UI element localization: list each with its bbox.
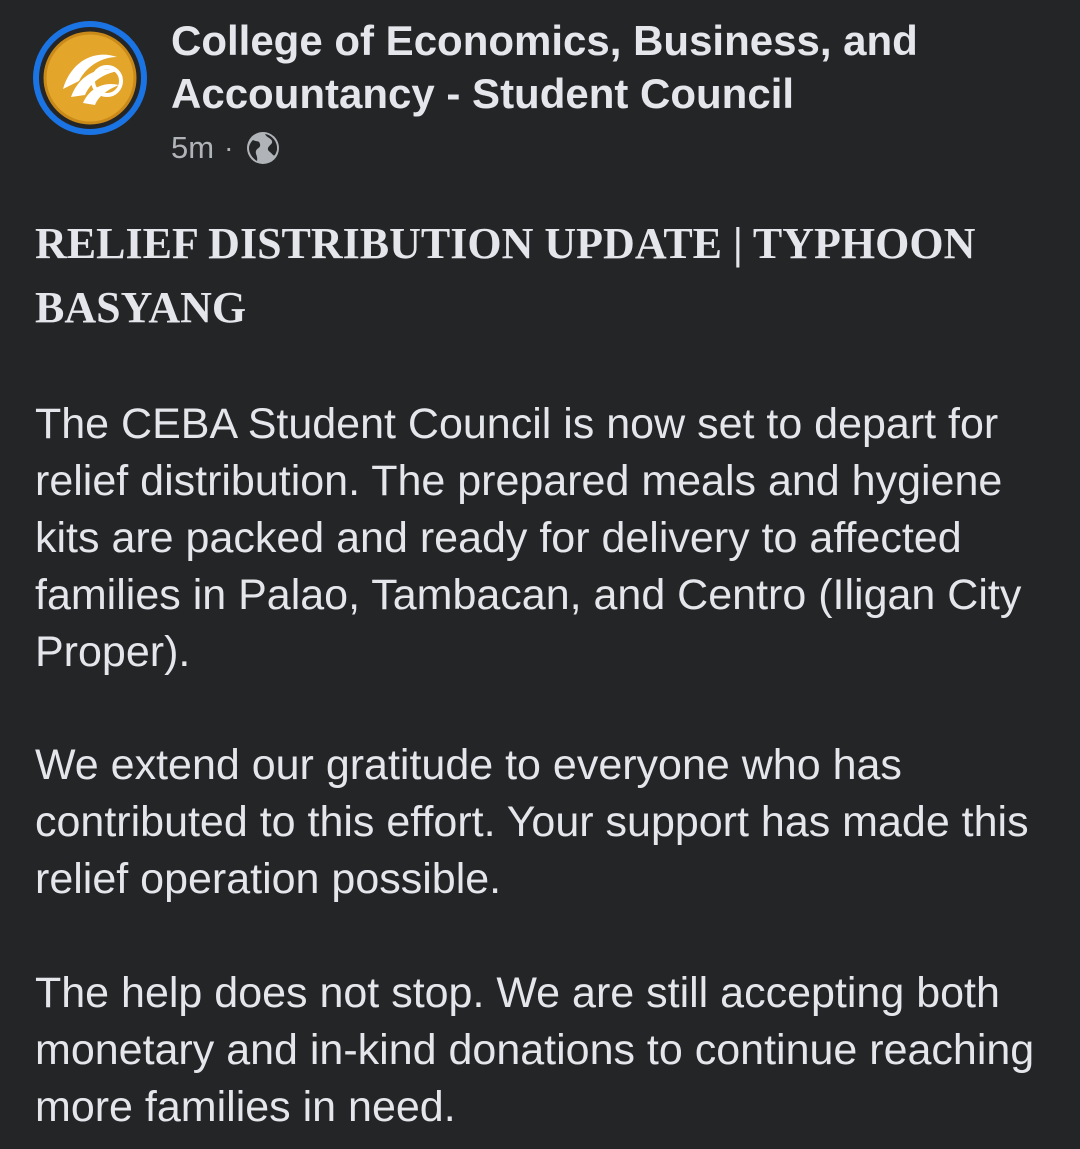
post-paragraph: We extend our gratitude to everyone who has contributed to this effort. Your support has made this relief operation possible.	[35, 741, 1029, 903]
globe-icon[interactable]	[245, 130, 281, 166]
post-timestamp[interactable]: 5m	[171, 130, 215, 165]
page-name[interactable]: College of Economics, Business, and Accountancy - Student Council	[171, 17, 918, 117]
post-paragraph: The help does not stop. We are still accepting both monetary and in-kind donations to continue reaching more families in need.	[35, 969, 1035, 1131]
ceba-logo-icon	[43, 31, 137, 125]
post-header	[0, 0, 1080, 180]
post-paragraph: The CEBA Student Council is now set to depart for relief distribution. The prepared meals and hygiene kits are packed and ready for delivery to affected families in Palao, Tambacan, and Centro (Iligan City Proper).	[35, 400, 1022, 676]
meta-separator: ·	[224, 132, 234, 163]
page-avatar[interactable]	[33, 21, 147, 135]
post-title: RELIEF DISTRIBUTION UPDATE | TYPHOON BASYANG	[35, 219, 976, 332]
post-meta	[171, 128, 281, 168]
avatar-inner	[39, 27, 141, 129]
